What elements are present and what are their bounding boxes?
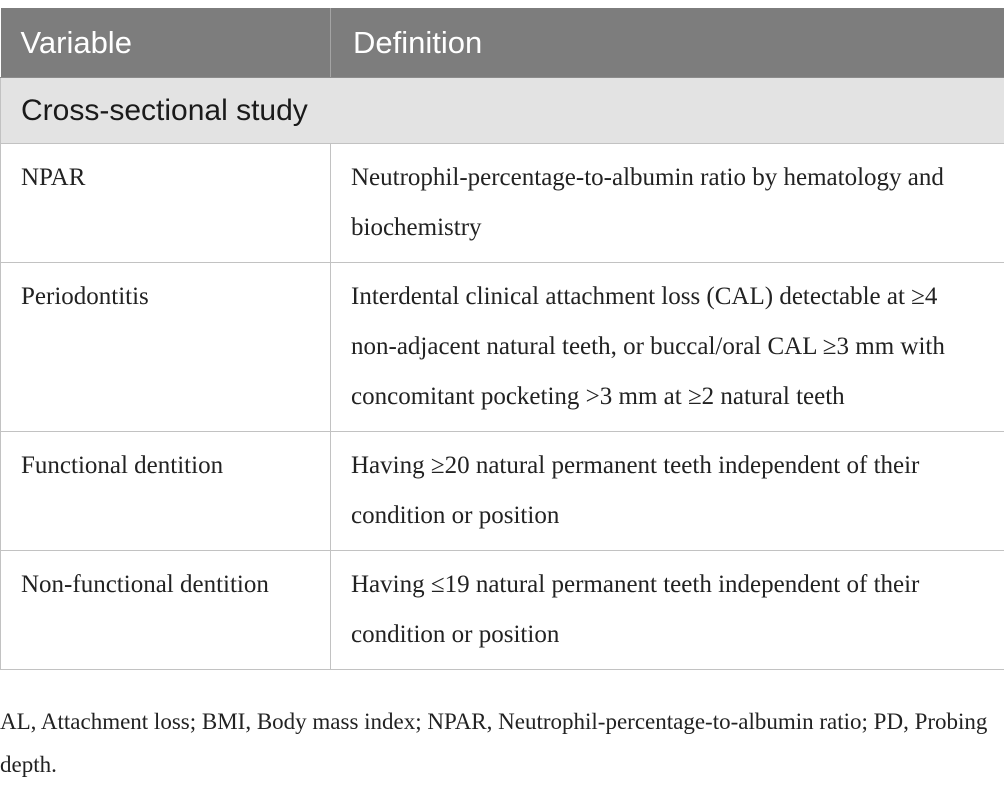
definition-cell: Having ≥20 natural permanent teeth independent of their condition or position [331,432,1004,551]
variable-cell: Non-functional dentition [1,551,331,670]
variable-cell: Periodontitis [1,263,331,432]
definition-cell: Having ≤19 natural permanent teeth independent of their condition or position [331,551,1004,670]
table-row [1,432,1004,551]
table-row [1,144,1004,263]
header-definition: Definition [331,8,1004,78]
definition-cell: Interdental clinical attachment loss (CAL) detectable at ≥4 non-adjacent natural teeth, or buccal/oral CAL ≥3 mm with concomitant pocketing >3 mm at ≥2 natural teeth [331,263,1004,432]
definitions-table [0,8,1004,670]
header-variable: Variable [1,8,331,78]
table-row [1,551,1004,670]
table-body [1,78,1004,670]
definitions-table-container [0,8,1004,670]
header-row [1,8,1004,78]
table-footnote: AL, Attachment loss; BMI, Body mass index; NPAR, Neutrophil-percentage-to-albumin ratio; PD, Probing depth. [0,709,988,777]
definition-cell: Neutrophil-percentage-to-albumin ratio by hematology and biochemistry [331,144,1004,263]
table-row [1,263,1004,432]
section-row [1,78,1004,144]
section-title: Cross-sectional study [1,78,1004,144]
variable-cell: Functional dentition [1,432,331,551]
variable-cell: NPAR [1,144,331,263]
table-header [1,8,1004,78]
